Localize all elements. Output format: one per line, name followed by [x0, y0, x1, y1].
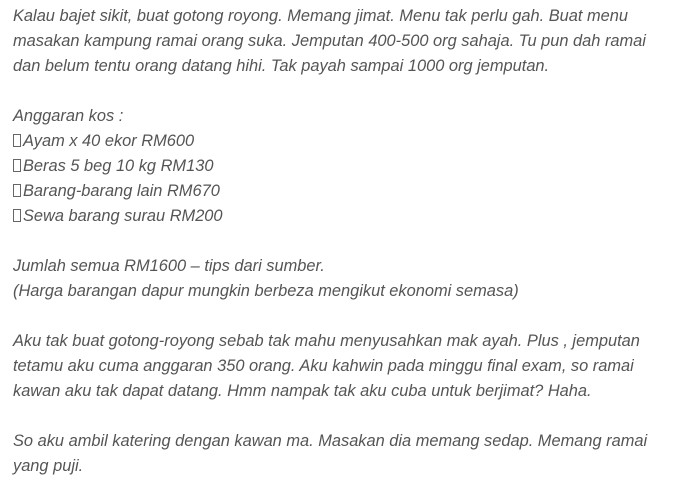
paragraph-catering	[13, 429, 685, 479]
cost-item	[13, 204, 685, 229]
cost-item-text: Ayam x 40 ekor RM600	[23, 132, 195, 150]
missing-glyph-box-icon	[13, 159, 21, 172]
article-body	[13, 4, 685, 479]
text-line: dan belum tentu orang datang hihi. Tak payah sampai 1000 org jemputan.	[13, 57, 550, 75]
missing-glyph-box-icon	[13, 209, 21, 222]
text-line: tetamu aku cuma anggaran 350 orang. Aku kahwin pada minggu final exam, so ramai	[13, 357, 634, 375]
missing-glyph-box-icon	[13, 134, 21, 147]
cost-item	[13, 129, 685, 154]
text-line: Kalau bajet sikit, buat gotong royong. Memang jimat. Menu tak perlu gah. Buat menu	[13, 7, 629, 25]
paragraph-gotong-royong	[13, 4, 685, 79]
paragraph-no-gotong-royong	[13, 329, 685, 404]
text-line: Jumlah semua RM1600 – tips dari sumber.	[13, 257, 325, 275]
paragraph-total-cost	[13, 254, 685, 304]
cost-estimate-heading: Anggaran kos :	[13, 107, 124, 125]
text-line: So aku ambil katering dengan kawan ma. Masakan dia memang sedap. Memang ramai	[13, 432, 648, 450]
text-line: Aku tak buat gotong-royong sebab tak mahu menyusahkan mak ayah. Plus , jemputan	[13, 332, 640, 350]
cost-item	[13, 154, 685, 179]
cost-item-text: Beras 5 beg 10 kg RM130	[23, 157, 214, 175]
cost-estimate-section	[13, 104, 685, 229]
missing-glyph-box-icon	[13, 184, 21, 197]
text-line: yang puji.	[13, 457, 84, 475]
text-line: (Harga barangan dapur mungkin berbeza mengikut ekonomi semasa)	[13, 282, 519, 300]
text-line: masakan kampung ramai orang suka. Jemputan 400-500 org sahaja. Tu pun dah ramai	[13, 32, 646, 50]
cost-item	[13, 179, 685, 204]
cost-item-text: Sewa barang surau RM200	[23, 207, 223, 225]
text-line: kawan aku tak dapat datang. Hmm nampak tak aku cuba untuk berjimat? Haha.	[13, 382, 592, 400]
cost-item-text: Barang-barang lain RM670	[23, 182, 220, 200]
